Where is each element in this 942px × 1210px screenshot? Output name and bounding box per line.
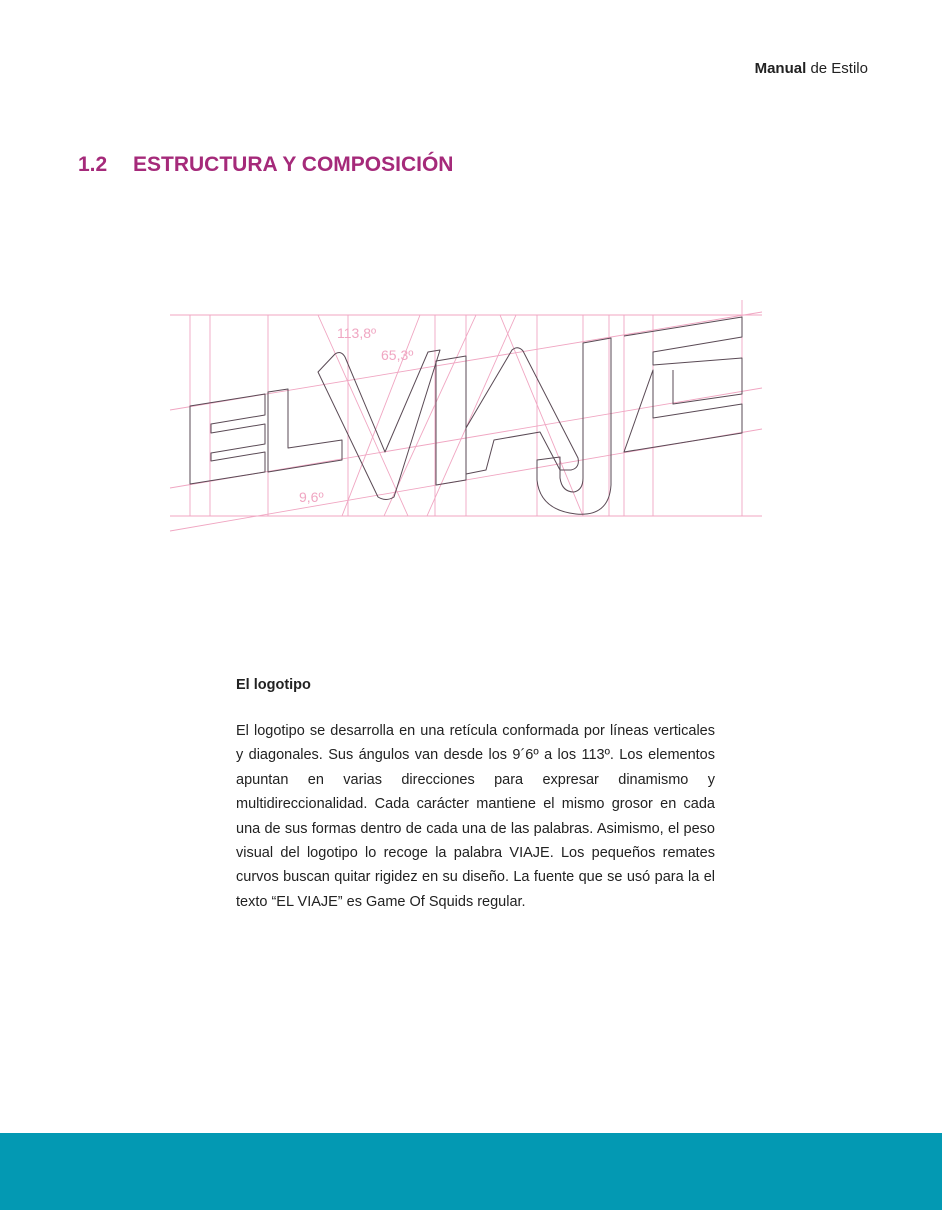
letter-i [436,356,466,485]
manual-header [755,60,868,77]
angle-label-113: 113,8º [337,325,377,341]
letter-l [268,389,342,472]
manual-header-bold: Manual [754,60,807,77]
footer-band [0,1133,942,1210]
angle-label-9: 9,6º [299,489,324,505]
grid-lines [170,300,762,531]
section-title: ESTRUCTURA Y COMPOSICIÓN [133,153,454,176]
letter-e [190,394,265,484]
letter-j [537,338,611,514]
letter-v [318,350,440,500]
angle-label-65: 65,3º [381,347,414,363]
section-heading [78,153,453,177]
angle-labels [299,325,413,505]
section-number: 1.2 [78,153,108,176]
letter-a [466,348,578,474]
logo-letter-outlines [190,317,742,514]
logotype-subheading: El logotipo [236,677,311,693]
logotype-paragraph: El logotipo se desarrolla en una retícula conformada por líneas verticales y diagonales. Sus ángulos van desde los 9´6º a los 113º. Los elementos apuntan en varias direcciones para expresar dinamismo y multidireccionalidad. Cada carácter mantiene el mismo grosor en cada una de sus formas dentro de cada una de las palabras. Asimismo, el peso visual del logotipo lo recoge la palabra VIAJE. Los pequeños remates curvos buscan quitar rigidez en su diseño. La fuente que se usó para la el texto “EL VIAJE” es Game Of Squids regular. [236,723,715,910]
logotype-description [236,677,715,914]
letter-e-right [624,317,742,452]
manual-header-rest: de Estilo [810,60,868,77]
